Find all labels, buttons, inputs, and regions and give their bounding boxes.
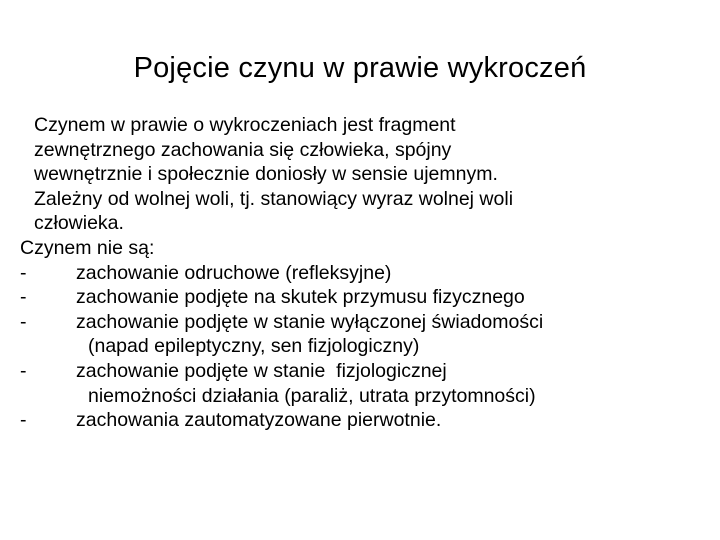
bullet-text-continued: niemożności działania (paraliż, utrata przytomności) — [88, 384, 536, 407]
definition-line: Zależny od wolnej woli, tj. stanowiący wyraz wolnej woli — [34, 187, 514, 210]
bullet-dash: - — [20, 310, 27, 333]
bullet-dash: - — [20, 409, 27, 432]
bullet-text: zachowanie podjęte w stanie wyłączonej świadomości — [76, 310, 544, 333]
bullet-text: zachowanie odruchowe (refleksyjne) — [76, 261, 392, 284]
definition-line: zewnętrznego zachowania się człowieka, spójny — [34, 138, 452, 161]
not-acts-heading: Czynem nie są: — [20, 236, 155, 259]
bullet-text: zachowanie podjęte w stanie fizjologicznej — [76, 359, 447, 382]
bullet-dash: - — [20, 261, 27, 284]
slide-body — [20, 113, 710, 433]
bullet-text: zachowania zautomatyzowane pierwotnie. — [76, 409, 442, 432]
bullet-text: zachowanie podjęte na skutek przymusu fizycznego — [76, 286, 525, 309]
bullet-item — [20, 408, 710, 433]
bullet-text-continued: (napad epileptyczny, sen fizjologiczny) — [88, 335, 420, 358]
definition-paragraph — [20, 113, 710, 236]
bullet-item — [20, 359, 710, 408]
slide-title: Pojęcie czynu w prawie wykroczeń — [133, 52, 587, 84]
bullet-dash: - — [20, 359, 27, 382]
definition-line: wewnętrznie i społecznie doniosły w sensie ujemnym. — [34, 163, 498, 186]
definition-line: Czynem w prawie o wykroczeniach jest fragment — [34, 114, 456, 136]
bullet-item — [20, 285, 710, 310]
definition-line: człowieka. — [34, 212, 124, 235]
bullet-dash: - — [20, 286, 27, 309]
bullet-item — [20, 310, 710, 359]
bullet-item — [20, 261, 710, 286]
